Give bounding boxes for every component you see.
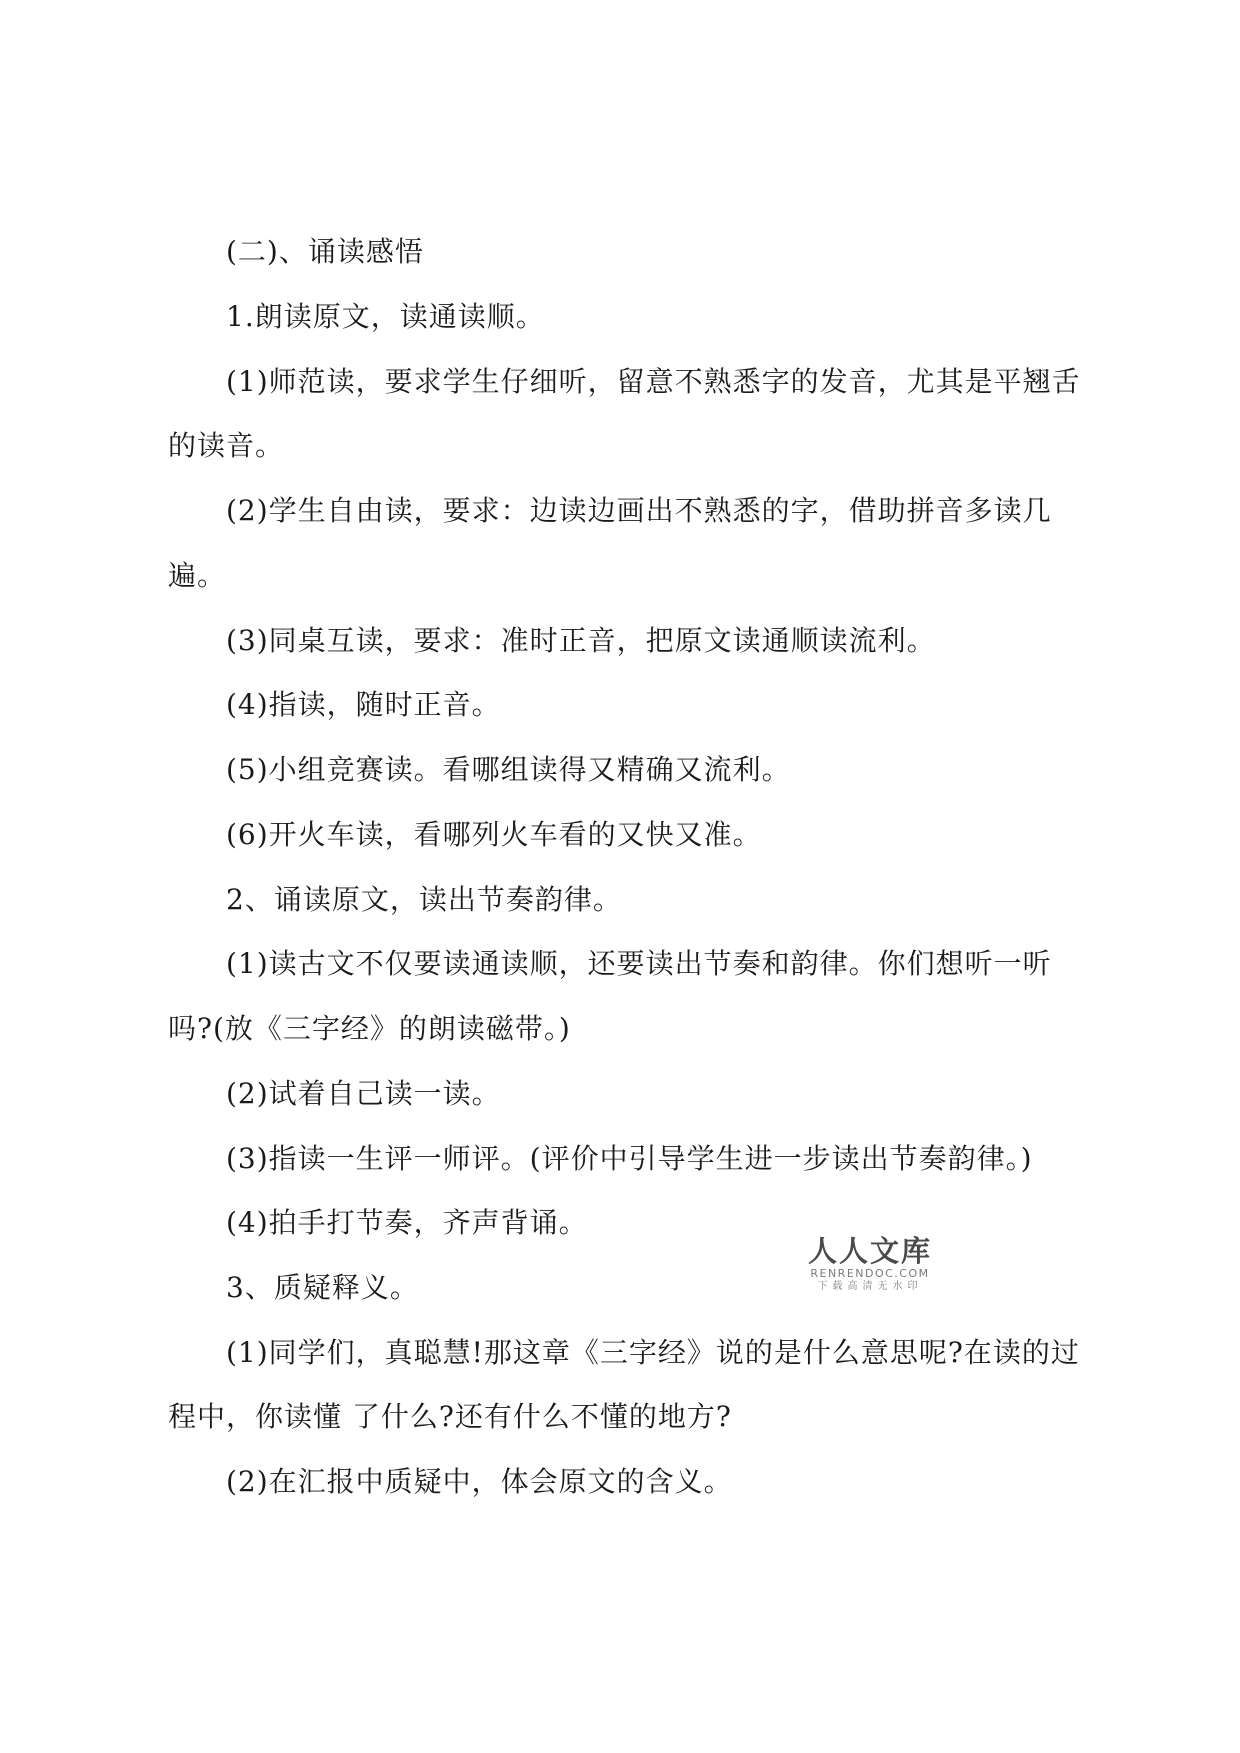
paragraph-line: 程中，你读懂 了什么?还有什么不懂的地方? xyxy=(168,1400,732,1433)
step-heading: 1.朗读原文，读通读顺。 xyxy=(226,300,545,333)
watermark-domain: RENRENDOC.COM xyxy=(810,1267,930,1280)
watermark-logo: 人人文库 xyxy=(807,1234,932,1268)
step-heading: 3、质疑释义。 xyxy=(226,1271,419,1304)
paragraph-line: (3)指读一生评一师评。(评价中引导学生进一步读出节奏韵律。) xyxy=(226,1142,1033,1175)
paragraph-line: (4)指读，随时正音。 xyxy=(226,688,501,721)
paragraph-line: (2)在汇报中质疑中，体会原文的含义。 xyxy=(226,1465,733,1498)
paragraph-line: 的读音。 xyxy=(168,429,285,462)
paragraph-line: (4)拍手打节奏，齐声背诵。 xyxy=(226,1206,588,1239)
paragraph-line: 遍。 xyxy=(168,559,227,592)
watermark xyxy=(806,1235,934,1293)
paragraph-line: (6)开火车读，看哪列火车看的又快又准。 xyxy=(226,818,762,851)
paragraph-line: (1)读古文不仅要读通读顺，还要读出节奏和韵律。你们想听一听 xyxy=(226,947,1052,980)
paragraph-line: (1)师范读，要求学生仔细听，留意不熟悉字的发音，尤其是平翘舌 xyxy=(226,365,1081,398)
paragraph-line: (5)小组竞赛读。看哪组读得又精确又流利。 xyxy=(226,753,791,786)
paragraph-line: (1)同学们，真聪慧!那这章《三字经》说的是什么意思呢?在读的过 xyxy=(226,1336,1080,1369)
watermark-tagline: 下载高清无水印 xyxy=(817,1281,923,1292)
paragraph-line: (2)学生自由读，要求：边读边画出不熟悉的字，借助拼音多读几 xyxy=(226,494,1052,527)
paragraph-line: 吗?(放《三字经》的朗读磁带。) xyxy=(168,1012,571,1045)
section-heading: (二)、诵读感悟 xyxy=(226,235,424,268)
paragraph-line: (3)同桌互读，要求：准时正音，把原文读通顺读流利。 xyxy=(226,624,936,657)
paragraph-line: (2)试着自己读一读。 xyxy=(226,1077,501,1110)
step-heading: 2、诵读原文，读出节奏韵律。 xyxy=(226,883,622,916)
